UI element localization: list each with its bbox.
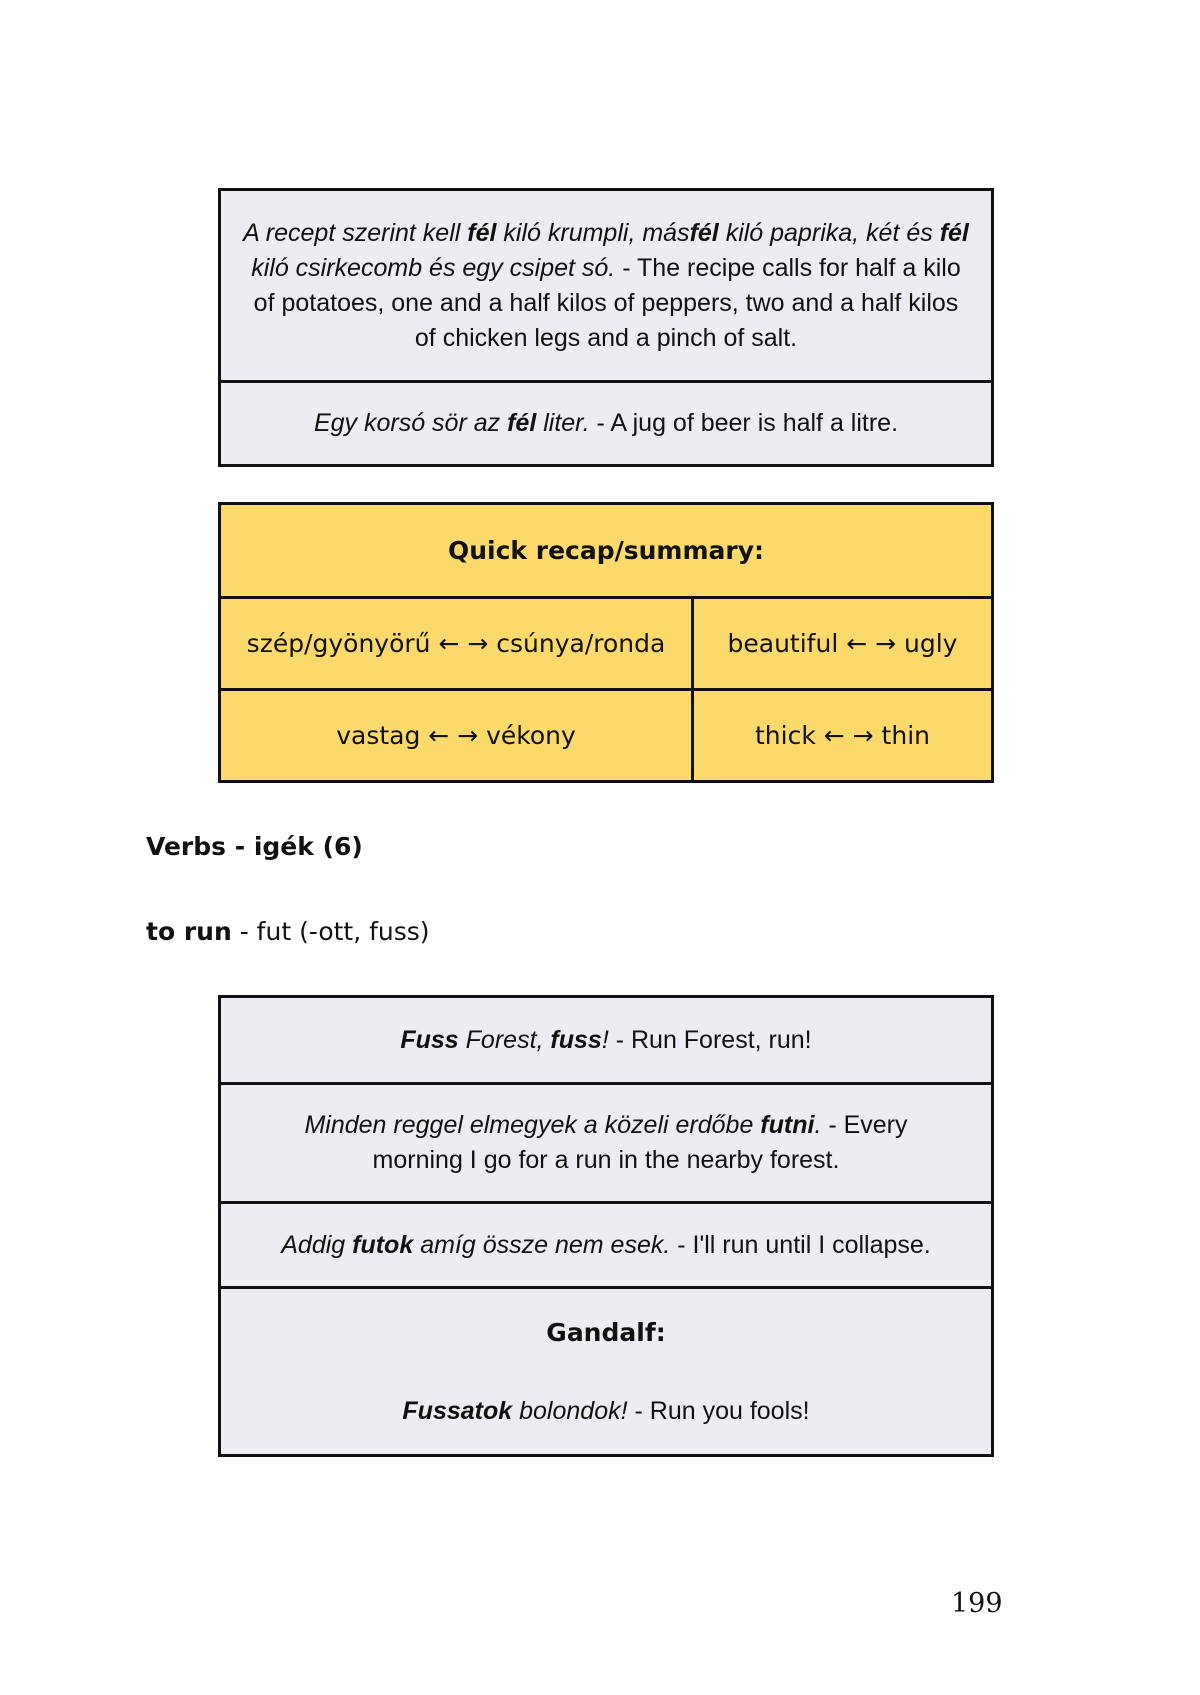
example-row-beer — [221, 380, 991, 464]
hu-bold: futni — [760, 1111, 815, 1139]
hu-bold: Fuss — [400, 1025, 459, 1054]
recap-row — [221, 596, 991, 688]
hu-text: . — [814, 1111, 822, 1139]
hu-text: kiló csirkecomb és egy csipet só. — [251, 253, 616, 282]
example-box-half — [218, 188, 994, 467]
en-translation: - Run you fools! — [627, 1396, 810, 1425]
example-text — [243, 216, 969, 356]
speaker-label: Gandalf: — [546, 1317, 666, 1347]
hu-bold: fél — [507, 409, 537, 437]
hu-text: liter. — [536, 409, 590, 437]
example-text — [281, 1228, 931, 1263]
hu-text: A recept szerint kell — [243, 218, 468, 247]
hu-text: kiló paprika, két és — [718, 218, 940, 247]
en-translation: - A jug of beer is half a litre. — [589, 409, 899, 437]
recap-hu: vastag ← → vékony — [221, 691, 694, 780]
hu-text: ! — [601, 1025, 609, 1054]
recap-row — [221, 688, 991, 780]
verb-english: to run — [146, 917, 232, 946]
verb-entry — [146, 917, 430, 946]
example-text — [402, 1394, 809, 1429]
hu-bold: fuss — [550, 1025, 602, 1054]
en-translation: - Every morning I go for a run in the nearby forest. — [372, 1111, 908, 1174]
example-row-gandalf — [221, 1286, 991, 1454]
hu-text: bolondok! — [512, 1396, 628, 1425]
hu-bold: futok — [352, 1230, 414, 1259]
example-row-recipe — [221, 191, 991, 380]
recap-box — [218, 502, 994, 783]
en-translation: - The recipe calls for half a kilo of potatoes, one and a half kilos of peppers, two and a half kilos of chicken legs and a pinch of salt. — [253, 253, 961, 352]
recap-title: Quick recap/summary: — [447, 536, 765, 565]
hu-bold: fél — [467, 218, 497, 247]
page-number: 199 — [951, 1588, 1003, 1619]
hu-bold: fél — [689, 218, 719, 247]
hu-text: Addig — [281, 1230, 353, 1259]
example-text — [314, 406, 898, 441]
example-row-collapse — [221, 1201, 991, 1286]
hu-text: Forest, — [458, 1025, 551, 1054]
example-row-morning — [221, 1082, 991, 1201]
verb-hungarian-forms: - fut (-ott, fuss) — [231, 917, 430, 946]
example-box-run — [218, 995, 994, 1457]
hu-text: kiló krumpli, más — [496, 218, 690, 247]
en-translation: - Run Forest, run! — [608, 1025, 812, 1054]
en-translation: - I'll run until I collapse. — [670, 1230, 931, 1259]
example-text — [400, 1023, 811, 1058]
example-row-forest — [221, 998, 991, 1082]
hu-text: Minden reggel elmegyek a közeli erdőbe — [304, 1111, 761, 1139]
recap-hu: szép/gyönyörű ← → csúnya/ronda — [221, 599, 694, 688]
hu-text: amíg össze nem esek. — [413, 1230, 671, 1259]
verbs-heading: Verbs - igék (6) — [146, 832, 363, 861]
hu-bold: fél — [939, 218, 969, 247]
recap-en: beautiful ← → ugly — [727, 629, 958, 658]
hu-bold: Fussatok — [402, 1396, 513, 1425]
recap-en: thick ← → thin — [755, 721, 930, 750]
example-text — [281, 1108, 931, 1178]
hu-text: Egy korsó sör az — [313, 409, 508, 437]
